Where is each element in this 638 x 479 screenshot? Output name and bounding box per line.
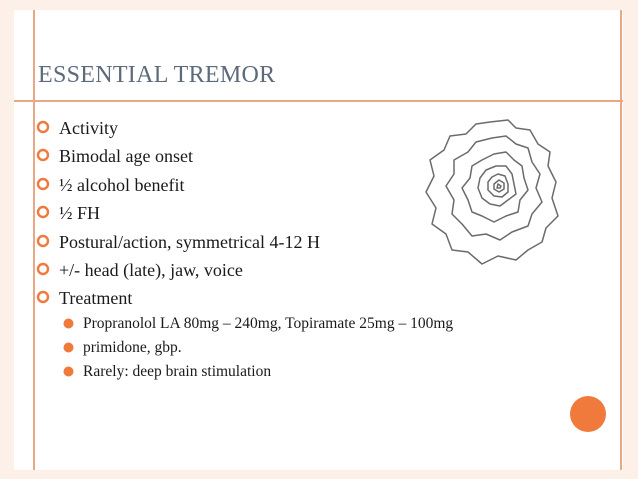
ring-bullet-icon [36,290,50,304]
ring-bullet-icon [36,177,50,191]
ring-bullet-icon [36,262,50,276]
ring-bullet-icon [36,234,50,248]
ring-bullet-icon [36,148,50,162]
bullet-label: Postural/action, symmetrical 4-12 H [59,231,320,252]
filled-bullet-icon [62,317,75,330]
slide-title: ESSENTIAL TREMOR [38,62,276,88]
list-item [62,338,562,357]
sub-bullet-label: primidone, gbp. [83,339,182,356]
list-item [62,314,562,333]
bullet-label: +/- head (late), jaw, voice [59,259,243,280]
sub-bullet-label: Rarely: deep brain stimulation [83,363,272,380]
bullet-label: Treatment [59,288,133,309]
list-item [62,362,562,381]
ring-bullet-icon [36,120,50,134]
ring-bullet-icon [36,205,50,219]
sub-bullet-list [62,314,562,386]
filled-bullet-icon [62,341,75,354]
left-accent-line [33,10,35,470]
decorative-orange-circle [570,396,606,432]
bullet-label: Bimodal age onset [59,146,193,167]
bullet-label: ½ alcohol benefit [59,174,185,195]
tremor-spiral-image [412,100,572,280]
bullet-label: ½ FH [59,203,101,224]
right-accent-line [620,10,622,470]
filled-bullet-icon [62,365,75,378]
bullet-label: Activity [59,118,118,138]
sub-bullet-label: Propranolol LA 80mg – 240mg, Topiramate 25mg – 100mg [83,315,454,332]
list-item [36,286,596,314]
